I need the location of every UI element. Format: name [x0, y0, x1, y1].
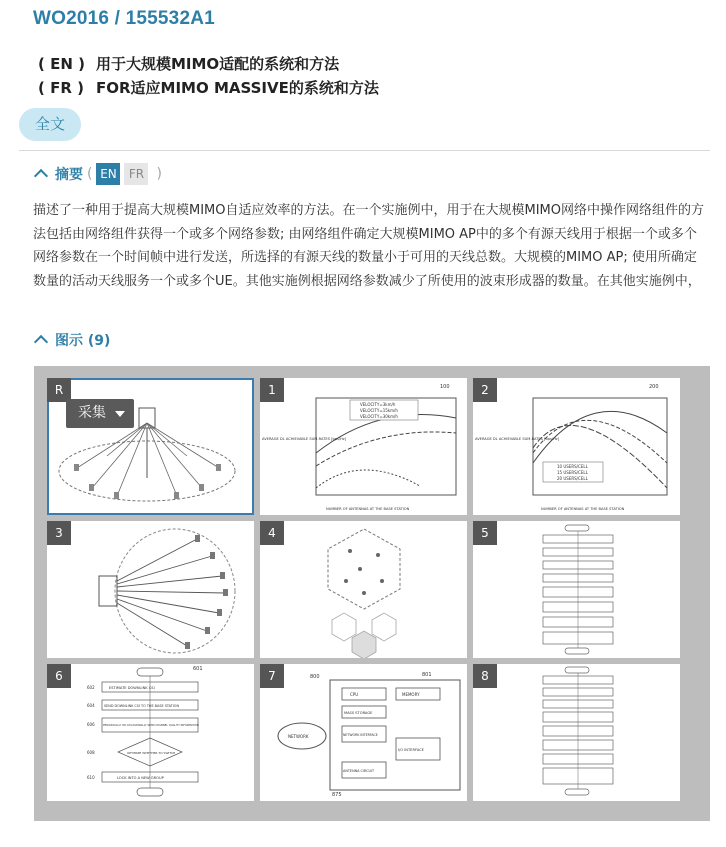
block-io-interface: I/O INTERFACE	[398, 748, 424, 752]
title-en	[38, 52, 379, 76]
cell-layout-diagram-icon	[260, 521, 467, 658]
abstract-text: 描述了一种用于提高大规模MIMO自适应效率的方法。在一个实施例中，用于在大规模MIMO网络中操作网络组件的方法包括由网络组件获得一个或多个网络参数; 由网络组件确定大规模MIMO AP中的多个有源天线用于根据一个或多个网络参数在一个时间帧中进行发送，所选择的有源天线的数量小于可用的天线总数。大规模的MIMO AP; 使用所确定数量的活动天线服务一个或多个UE。其他实施例根据网络参数减少了所使用的波束形成器的数量。在其他实施例中，	[33, 203, 704, 289]
paren-close: )	[156, 166, 162, 182]
figure-badge: 1	[260, 378, 284, 402]
collect-button[interactable]	[66, 399, 134, 428]
figure-badge: 7	[260, 664, 284, 688]
figure-badge: 2	[473, 378, 497, 402]
chart-legend-1: VELOCITY=3km/h	[360, 402, 396, 407]
publication-number: WO2016 / 155532A1	[33, 8, 215, 29]
step-1: ESTIMATE DOWNLINK CSI	[109, 686, 155, 690]
flowchart-icon	[473, 664, 680, 801]
title-lang-en: ( EN )	[38, 55, 85, 73]
figure-badge: 8	[473, 664, 497, 688]
line-chart-icon	[260, 378, 467, 515]
figure-badge: 3	[47, 521, 71, 545]
y-axis-label: AVERAGE DL ACHIEVABLE SUM-RATES [bps/Hz]	[262, 437, 347, 441]
figure-badge: 5	[473, 521, 497, 545]
figure-thumb-6[interactable]	[47, 664, 254, 801]
chart-legend-2: 15 USERS/CELL	[557, 470, 588, 475]
chart-legend-3: 20 USERS/CELL	[557, 476, 588, 481]
figure-gallery	[34, 366, 710, 821]
figures-heading: 图示 (9)	[55, 333, 111, 349]
x-axis-label: NUMBER OF ANTENNAS AT THE BASE STATION	[326, 507, 410, 511]
divider	[19, 150, 710, 151]
block-diagram-icon	[260, 664, 467, 801]
figure-thumb-4[interactable]	[260, 521, 467, 658]
title-block	[38, 52, 379, 100]
y-axis-label: AVERAGE DL ACHIEVABLE SUM-RATES [bps/Hz]	[475, 437, 560, 441]
flowchart-icon	[47, 664, 254, 801]
figure-thumb-1[interactable]	[260, 378, 467, 515]
step-4: OPTIMIZE WHETHER TO SWITCH	[127, 751, 176, 755]
block-mass-storage: MASS STORAGE	[344, 711, 373, 715]
lang-toggle-en[interactable]: EN	[96, 163, 120, 185]
abstract-heading: 摘要	[55, 167, 83, 183]
figure-ref: 100	[440, 384, 450, 390]
figure-ref: 200	[649, 384, 659, 390]
block-cpu: CPU	[350, 692, 359, 697]
figure-thumb-r[interactable]	[47, 378, 254, 515]
figure-thumb-8[interactable]	[473, 664, 680, 801]
figure-badge: 4	[260, 521, 284, 545]
collect-label: 采集	[78, 405, 106, 421]
block-network-interface: NETWORK INTERFACE	[343, 733, 378, 737]
step-label-2: 604	[87, 703, 95, 708]
figure-ref: 801	[422, 672, 432, 678]
step-2: SEND DOWNLINK CSI TO THE BASE STATION	[104, 704, 179, 708]
step-label-4: 608	[87, 750, 95, 755]
chart-legend-2: VELOCITY=15km/h	[360, 408, 398, 413]
x-axis-label: NUMBER OF ANTENNAS AT THE BASE STATION	[541, 507, 625, 511]
figure-thumb-5[interactable]	[473, 521, 680, 658]
figure-thumb-3[interactable]	[47, 521, 254, 658]
abstract-header[interactable]	[33, 163, 166, 185]
figure-ref: 601	[193, 666, 203, 672]
figure-badge: R	[47, 378, 71, 402]
paren-open: (	[87, 166, 93, 182]
flowchart-icon	[473, 521, 680, 658]
step-label-5: 610	[87, 775, 95, 780]
ref-label-8: 875	[332, 792, 342, 798]
antenna-array-diagram-icon	[47, 521, 254, 658]
step-label-3: 606	[87, 722, 95, 727]
chart-legend-3: VELOCITY=30km/h	[360, 414, 398, 419]
block-memory: MEMORY	[402, 692, 420, 697]
title-lang-fr: ( FR )	[38, 79, 84, 97]
step-3: PERIODICALLY OR OCCASIONALLY SEND CHANNEL QUALITY INFORMATION	[103, 724, 199, 727]
step-label-1: 602	[87, 685, 95, 690]
fulltext-button[interactable]: 全文	[19, 108, 81, 141]
figure-thumb-7[interactable]	[260, 664, 467, 801]
title-fr	[38, 76, 379, 100]
step-5: LOCK INTO A NEW GROUP	[117, 776, 164, 780]
caret-down-icon	[115, 411, 125, 417]
figure-badge: 6	[47, 664, 71, 688]
figure-thumb-2[interactable]	[473, 378, 680, 515]
figures-header[interactable]	[33, 330, 110, 350]
chart-legend-1: 10 USERS/CELL	[557, 464, 588, 469]
title-text-fr: FOR适应MIMO MASSIVE的系统和方法	[96, 79, 379, 97]
lang-toggle-fr[interactable]: FR	[124, 163, 148, 185]
block-antenna-circuit: ANTENNA CIRCUIT	[343, 769, 375, 773]
ref-label-1: 800	[310, 674, 320, 680]
network-cloud-label: NETWORK	[288, 734, 309, 739]
chevron-up-icon[interactable]	[34, 335, 48, 349]
line-chart-icon	[473, 378, 680, 515]
title-text-en: 用于大规模MIMO适配的系统和方法	[96, 55, 340, 73]
chevron-up-icon[interactable]	[34, 169, 48, 183]
